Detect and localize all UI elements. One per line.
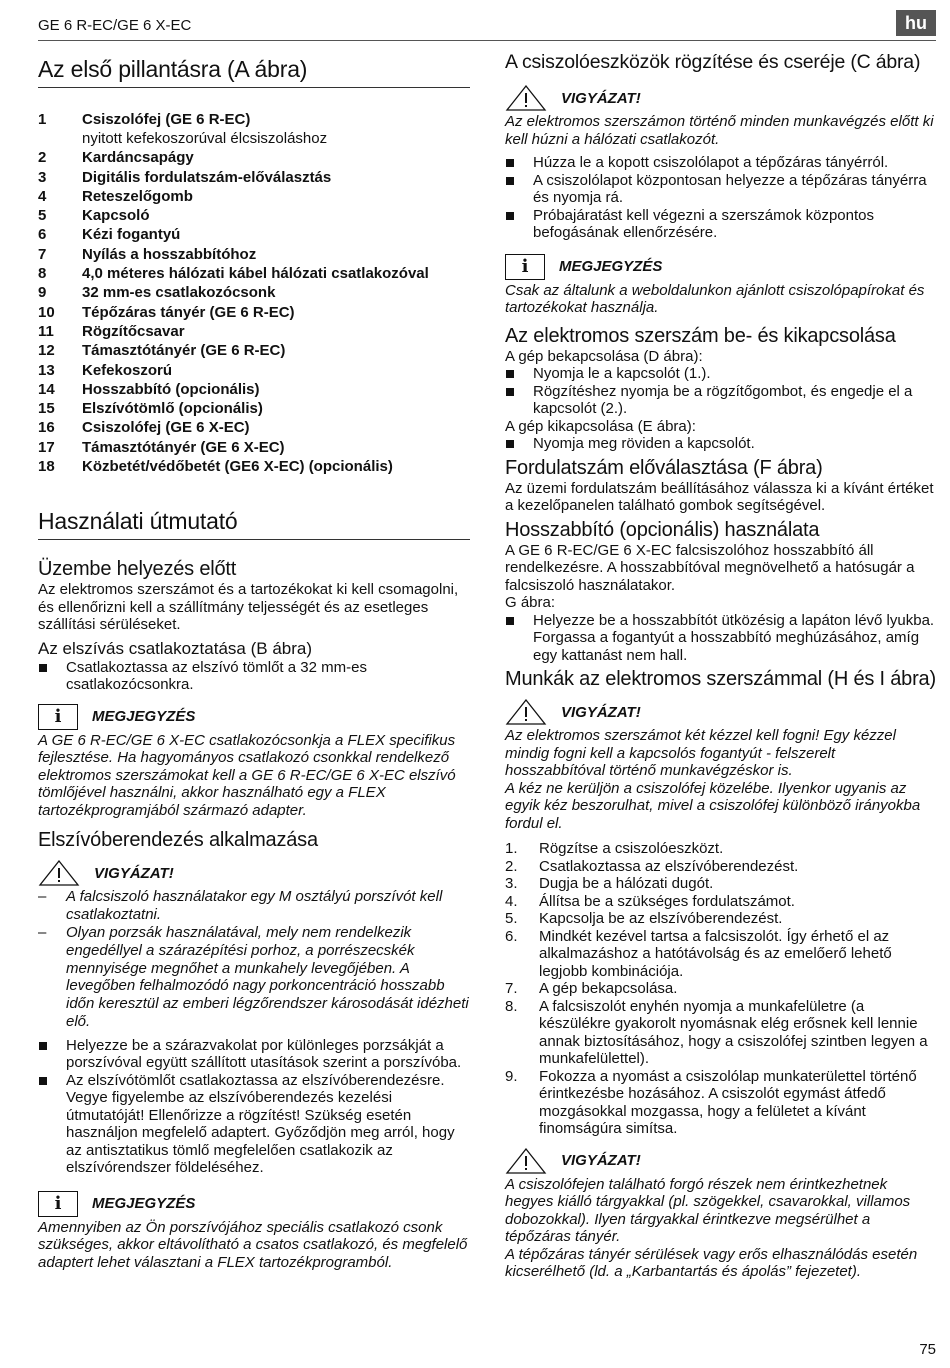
parts-list-item [38,303,470,322]
parts-list-item [38,380,470,399]
part-number: 14 [38,380,55,398]
warning-label: VIGYÁZAT! [561,703,641,721]
list-item: Helyezze be a szárazvakolat por különleges porzsákját a porszívóval együtt szállított utasítások szerint a porszívóba. [38,1037,470,1072]
list-item: Helyezze be a hosszabbítót ütközésig a lapáton lévő lyukba. Forgassa a fogantyút a hosszabbító meghúzásához, amíg egy kattanást nem hall. [505,612,937,665]
step-number: 5. [505,910,518,927]
switch-on-list [505,365,937,418]
warning-label: VIGYÁZAT! [561,1152,641,1169]
warning-text: A kéz ne kerüljön a csiszolófej közelébe. Ilyenkor ugyanis az egyik kéz beszorulhat, mivel a csiszolófej különböző irányokba fordul el. [505,779,921,832]
parts-list-item [38,168,470,187]
note-text: Csak az általunk a weboldalunkon ajánlott csiszolópapírokat és tartozékokat használja. [505,281,925,316]
note-block-1 [38,704,470,730]
part-name: Támasztótányér (GE 6 R-EC) [82,342,286,360]
list-item: Rögzítéshez nyomja be a rögzítőgombot, és engedje el a kapcsolót (2.). [505,383,937,418]
part-name: Rögzítőcsavar [82,322,185,340]
step-number: 8. [505,997,518,1015]
switch-on-label: A gép bekapcsolása (D ábra): [505,347,703,365]
part-name: Elszívótömlő (opcionális) [82,400,263,418]
part-number: 9 [38,284,47,302]
section-title-usage: Használati útmutató [38,504,470,540]
parts-list-item [38,206,470,225]
parts-list [38,110,470,476]
step-text: Fokozza a nyomást a csiszolólap munkaterülettel történő érintkezésbe hozásához. A csiszolót egymást átfedő mozgásokkal mozgassa, hogy a felületet a kívánt finomságúra simítsa. [539,1067,917,1137]
part-number: 5 [38,207,47,225]
parts-list-item [38,418,470,437]
step-text: A falcsiszolót enyhén nyomja a munkafelületre (a készülékre gyakorolt nyomásnak elég erősnek kell lennie annak biztosításához, hogy a csiszolófej szintben legyen a munkafelülettel). [539,997,928,1067]
extractor-steps-list [38,1037,470,1177]
part-name: 4,0 méteres hálózati kábel hálózati csatlakozóval [82,265,429,283]
step-number: 6. [505,927,518,945]
warning-text: Az elektromos szerszámot két kézzel kell fogni! Egy kézzel mindig fogni kell a kapcsolós fogantyút - felszerelt hosszabbítóval történő munkavégzéskor is. [505,727,896,779]
step-number: 3. [505,875,518,892]
switch-off-label: A gép kikapcsolása (E ábra): [505,417,696,435]
parts-list-item [38,283,470,302]
list-item: – Olyan porzsák használatával, mely nem rendelkezik engedéllyel a szárazépítési porhoz, a porrészecskék mennyisége megnőhet a munkahely levegőjében. A levegőben felhalmozódó nagy porkoncentráció hosszabb időn keresztül az emberi légzőrendszer károsodását idézheti elő. [38,924,470,1031]
step-item [505,998,937,1068]
note-block-2 [38,1191,470,1217]
info-icon: i [38,704,78,730]
parts-list-item [38,110,470,129]
step-number: 4. [505,892,518,910]
step-text: Mindkét kezével tartsa a falcsiszolót. Így érhető el az alkalmazáshoz a hatótávolság és az emelőerő lehető legjobb kombinációja. [539,927,892,980]
step-text: Csatlakoztassa az elszívóberendezést. [539,857,799,875]
part-name: Tépőzáras tányér (GE 6 R-EC) [82,303,295,321]
heading-extractor-use: Elszívóberendezés alkalmazása [38,829,318,852]
part-number: 1 [38,111,47,128]
list-item: Próbajáratást kell végezni a szerszámok központos befogásának ellenőrzésére. [505,207,937,242]
part-name: Csiszolófej (GE 6 R-EC) [82,111,251,128]
heading-extension: Hosszabbító (opcionális) használata [505,518,820,541]
section-title-overview: Az első pillantásra (A ábra) [38,52,470,88]
warning-block-3 [505,699,937,725]
heading-switch-on-off: Az elektromos szerszám be- és kikapcsolása [505,324,896,347]
part-name: Kézi fogantyú [82,226,181,244]
extension-text: A GE 6 R-EC/GE 6 X-EC falcsiszolóhoz hosszabbító áll rendelkezésre. A hosszabbítóval megnövelhető a hatósugár a falcsiszoló használatakor. [505,541,915,594]
sanding-tools-list [505,154,937,242]
part-number: 3 [38,168,47,186]
part-number: 16 [38,419,55,437]
parts-list-item [38,399,470,418]
info-icon: i [505,254,545,280]
page-number: 75 [919,1341,936,1358]
parts-list-item [38,361,470,380]
heading-working: Munkák az elektromos szerszámmal (H és I ábra) [505,668,936,690]
language-tab: hu [896,10,936,36]
step-text: Kapcsolja be az elszívóberendezést. [539,910,783,927]
step-item [505,910,937,928]
part-name: Kardáncsapágy [82,149,194,167]
part-name: Támasztótányér (GE 6 X-EC) [82,438,285,456]
step-item [505,858,937,876]
note-text: Amennyiben az Ön porszívójához speciális csatlakozó csonk szükséges, akkor eltávolítható a csatos csatlakozó, és megfelelő adaptert lehet választani a FLEX tartozékprogramból. [38,1218,468,1271]
part-number: 10 [38,303,55,321]
work-steps-list [505,840,937,1138]
warning-triangle-icon [505,699,547,725]
part-number: 18 [38,458,55,476]
warning-block-4 [505,1148,937,1174]
step-item [505,928,937,981]
part-name: 32 mm-es csatlakozócsonk [82,284,276,302]
right-column [505,52,937,1281]
step-number: 1. [505,840,518,857]
parts-list-item [38,245,470,264]
part-number: 4 [38,187,47,205]
warning-label: VIGYÁZAT! [94,864,174,882]
parts-list-item [38,438,470,457]
step-text: Rögzítse a csiszolóeszközt. [539,840,724,857]
speed-preselect-text: Az üzemi fordulatszám beállításához válassza ki a kívánt értéket a kezelőpanelen található gombok segítségével. [505,479,934,514]
part-name: Nyílás a hosszabbítóhoz [82,245,257,263]
part-number: 2 [38,149,47,167]
list-item: – A falcsiszoló használatakor egy M osztályú porszívót kell csatlakoztatni. [38,888,470,924]
part-name: Reteszelőgomb [82,187,193,205]
before-start-text: Az elektromos szerszámot és a tartozékokat ki kell csomagolni, és ellenőrizni kell a szállítmány teljességét és az esetleges szállítási sérüléseket. [38,581,459,634]
part-number: 8 [38,265,47,283]
part-number: 17 [38,438,55,456]
part-name: Közbetét/védőbetét (GE6 X-EC) (opcionális) [82,458,393,476]
part-name: Csiszolófej (GE 6 X-EC) [82,419,250,437]
warning-block-1 [38,860,470,886]
list-item: A csiszolólapot központosan helyezze a tépőzáras tányérra és nyomja rá. [505,172,937,207]
step-item [505,875,937,893]
warning-triangle-icon [505,85,547,111]
extension-figure-label: G ábra: [505,594,556,611]
step-text: A gép bekapcsolása. [539,980,678,997]
list-item: Nyomja le a kapcsolót (1.). [505,365,937,383]
parts-list-item [38,148,470,167]
step-text: Dugja be a hálózati dugót. [539,875,714,892]
part-name: Hosszabbító (opcionális) [82,380,260,398]
part-number: 12 [38,342,55,360]
step-text: Állítsa be a szükséges fordulatszámot. [539,892,795,910]
warning-list [38,888,470,1030]
note-block-3 [505,254,937,280]
heading-before-start: Üzembe helyezés előtt [38,558,237,581]
note-label: MEGJEGYZÉS [92,708,196,726]
parts-list-item [38,264,470,283]
part-number: 11 [38,322,54,340]
step-number: 9. [505,1067,518,1085]
running-header: GE 6 R-EC/GE 6 X-EC [38,17,192,34]
list-item: Nyomja meg röviden a kapcsolót. [505,435,937,453]
heading-speed-preselect: Fordulatszám előválasztása (F ábra) [505,456,823,479]
warning-block-2 [505,85,937,111]
parts-list-item [38,322,470,341]
left-column [38,52,470,1271]
parts-list-item [38,457,470,476]
part-number: 6 [38,226,47,244]
step-item [505,840,937,858]
switch-off-list [505,435,937,453]
extraction-connect-list [38,659,470,694]
step-item [505,893,937,911]
warning-text: Az elektromos szerszámon történő minden munkavégzés előtt ki kell húzni a hálózati csatlakozót. [505,113,934,148]
part-name: Digitális fordulatszám-előválasztás [82,168,332,186]
warning-label: VIGYÁZAT! [561,89,641,107]
parts-list-item [38,341,470,360]
note-label: MEGJEGYZÉS [92,1195,196,1213]
heading-sanding-tools: A csiszolóeszközök rögzítése és cseréje (C ábra) [505,51,921,73]
list-item: Az elszívótömlőt csatlakoztassa az elszívóberendezésre. Vegye figyelembe az elszívóberendezés kezelési útmutatóját! Ellenőrizze a rögzítést! Szükség esetén használjon megfelelő adaptert. Győződjön meg arról, hogy az antisztatikus tömlő megfelelően csatlakozik az elszívórendszer földeléséhez. [38,1072,470,1177]
warning-text: A csiszolófejen található forgó részek nem érintkezhetnek hegyes kiálló tárgyakkal (pl. szögekkel, csavarokkal, villamos dobozokkal). Ilyen tárgyakkal érintkezve megsérülhet a tépőzáras tányér. [505,1175,911,1245]
heading-extraction-connect: Az elszívás csatlakoztatása (B ábra) [38,638,313,658]
part-number: 15 [38,400,55,418]
list-item: Húzza le a kopott csiszolólapot a tépőzáras tányérról. [505,154,937,172]
note-label: MEGJEGYZÉS [559,258,663,275]
part-name: Kapcsoló [82,207,150,225]
parts-list-item [38,225,470,244]
parts-list-item [38,187,470,206]
header-divider [38,40,936,41]
list-item: Csatlakoztassa az elszívó tömlőt a 32 mm-es csatlakozócsonkra. [38,659,470,694]
info-icon: i [38,1191,78,1217]
note-text: A GE 6 R-EC/GE 6 X-EC csatlakozócsonkja a FLEX specifikus fejlesztése. Ha hagyományos csatlakozó csonkkal rendelkező elektromos szerszámokat kell a GE 6 R-EC/GE 6 X-EC elszívó tömlőjével használni, akkor használható egy a FLEX tartozékprogramjából származó adapter. [38,731,456,819]
warning-triangle-icon [38,860,80,886]
warning-triangle-icon [505,1148,547,1174]
step-item [505,1068,937,1138]
step-item [505,980,937,998]
part-name: Kefekoszorú [82,361,173,379]
step-number: 2. [505,857,518,875]
part-subtext: nyitott kefekoszorúval élcsiszoláshoz [82,130,328,148]
step-number: 7. [505,980,518,997]
part-number: 7 [38,245,47,263]
warning-text: A tépőzáras tányér sérülések vagy erős elhasználódás esetén kicserélhető (ld. a „Karbantartás és ápolás” fejezetet). [505,1245,918,1280]
part-number: 13 [38,361,55,379]
extension-list [505,612,937,665]
